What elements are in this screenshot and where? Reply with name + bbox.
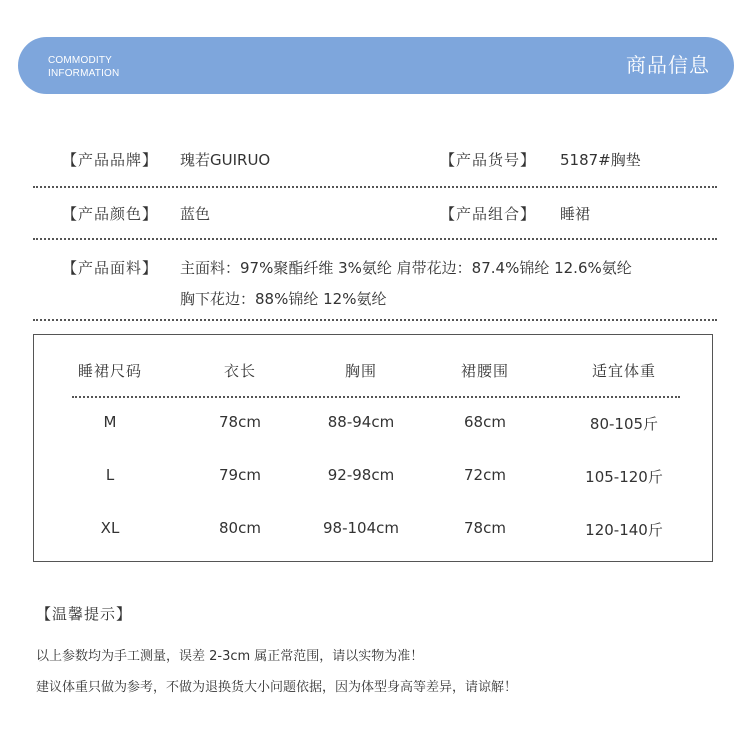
divider-1: [33, 186, 717, 188]
table-cell: M: [103, 413, 117, 431]
tips-line-2: 建议体重只做为参考，不做为退换货大小问题依据，因为体型身高等差异，请谅解！: [36, 680, 518, 695]
tips-title: 【温馨提示】: [36, 605, 133, 623]
item-no-label: 【产品货号】: [440, 151, 537, 169]
divider-2: [33, 238, 717, 240]
table-cell: 78cm: [219, 413, 261, 431]
table-cell: 88-94cm: [327, 413, 395, 431]
brand-label: 【产品品牌】: [62, 151, 159, 169]
size-header-waist: 裙腰围: [460, 362, 509, 380]
header-banner: [18, 37, 734, 94]
combo-label: 【产品组合】: [440, 205, 537, 223]
combo-value: 睡裙: [560, 205, 591, 223]
table-cell: 92-98cm: [327, 466, 395, 484]
table-cell: XL: [100, 519, 120, 537]
table-cell: 78cm: [464, 519, 506, 537]
table-cell: 72cm: [464, 466, 506, 484]
fabric-line-1: 主面料：97%聚酯纤维 3%氨纶 肩带花边：87.4%锦纶 12.6%氨纶: [180, 259, 632, 277]
banner-subtitle: [48, 54, 119, 80]
item-no-value: 5187#胸垫: [560, 151, 641, 169]
fabric-line-2: 胸下花边：88%锦纶 12%氨纶: [180, 290, 387, 308]
fabric-label: 【产品面料】: [62, 259, 159, 277]
table-cell: 120-140斤: [585, 521, 663, 539]
banner-subtitle-line1: COMMODITY: [48, 55, 113, 66]
size-table: [33, 334, 713, 562]
divider-3: [33, 319, 717, 321]
tips-line-1: 以上参数均为手工测量，误差 2-3cm 属正常范围，请以实物为准！: [36, 649, 424, 664]
table-cell: 98-104cm: [323, 519, 399, 537]
banner-subtitle-line2: INFORMATION: [48, 68, 120, 79]
page-title: 商品信息: [626, 53, 710, 77]
table-cell: 79cm: [219, 466, 261, 484]
table-cell: L: [105, 466, 115, 484]
size-header-length: 衣长: [223, 362, 256, 380]
table-cell: 80-105斤: [589, 415, 659, 433]
table-cell: 68cm: [464, 413, 506, 431]
size-header-weight: 适宜体重: [591, 362, 656, 380]
table-cell: 105-120斤: [585, 468, 663, 486]
table-cell: 80cm: [219, 519, 261, 537]
size-header-size: 睡裙尺码: [77, 362, 142, 380]
table-header-divider: [72, 396, 680, 398]
size-header-bust: 胸围: [344, 362, 377, 380]
color-value: 蓝色: [180, 205, 211, 223]
color-label: 【产品颜色】: [62, 205, 159, 223]
brand-value: 瑰若GUIRUO: [180, 151, 271, 169]
